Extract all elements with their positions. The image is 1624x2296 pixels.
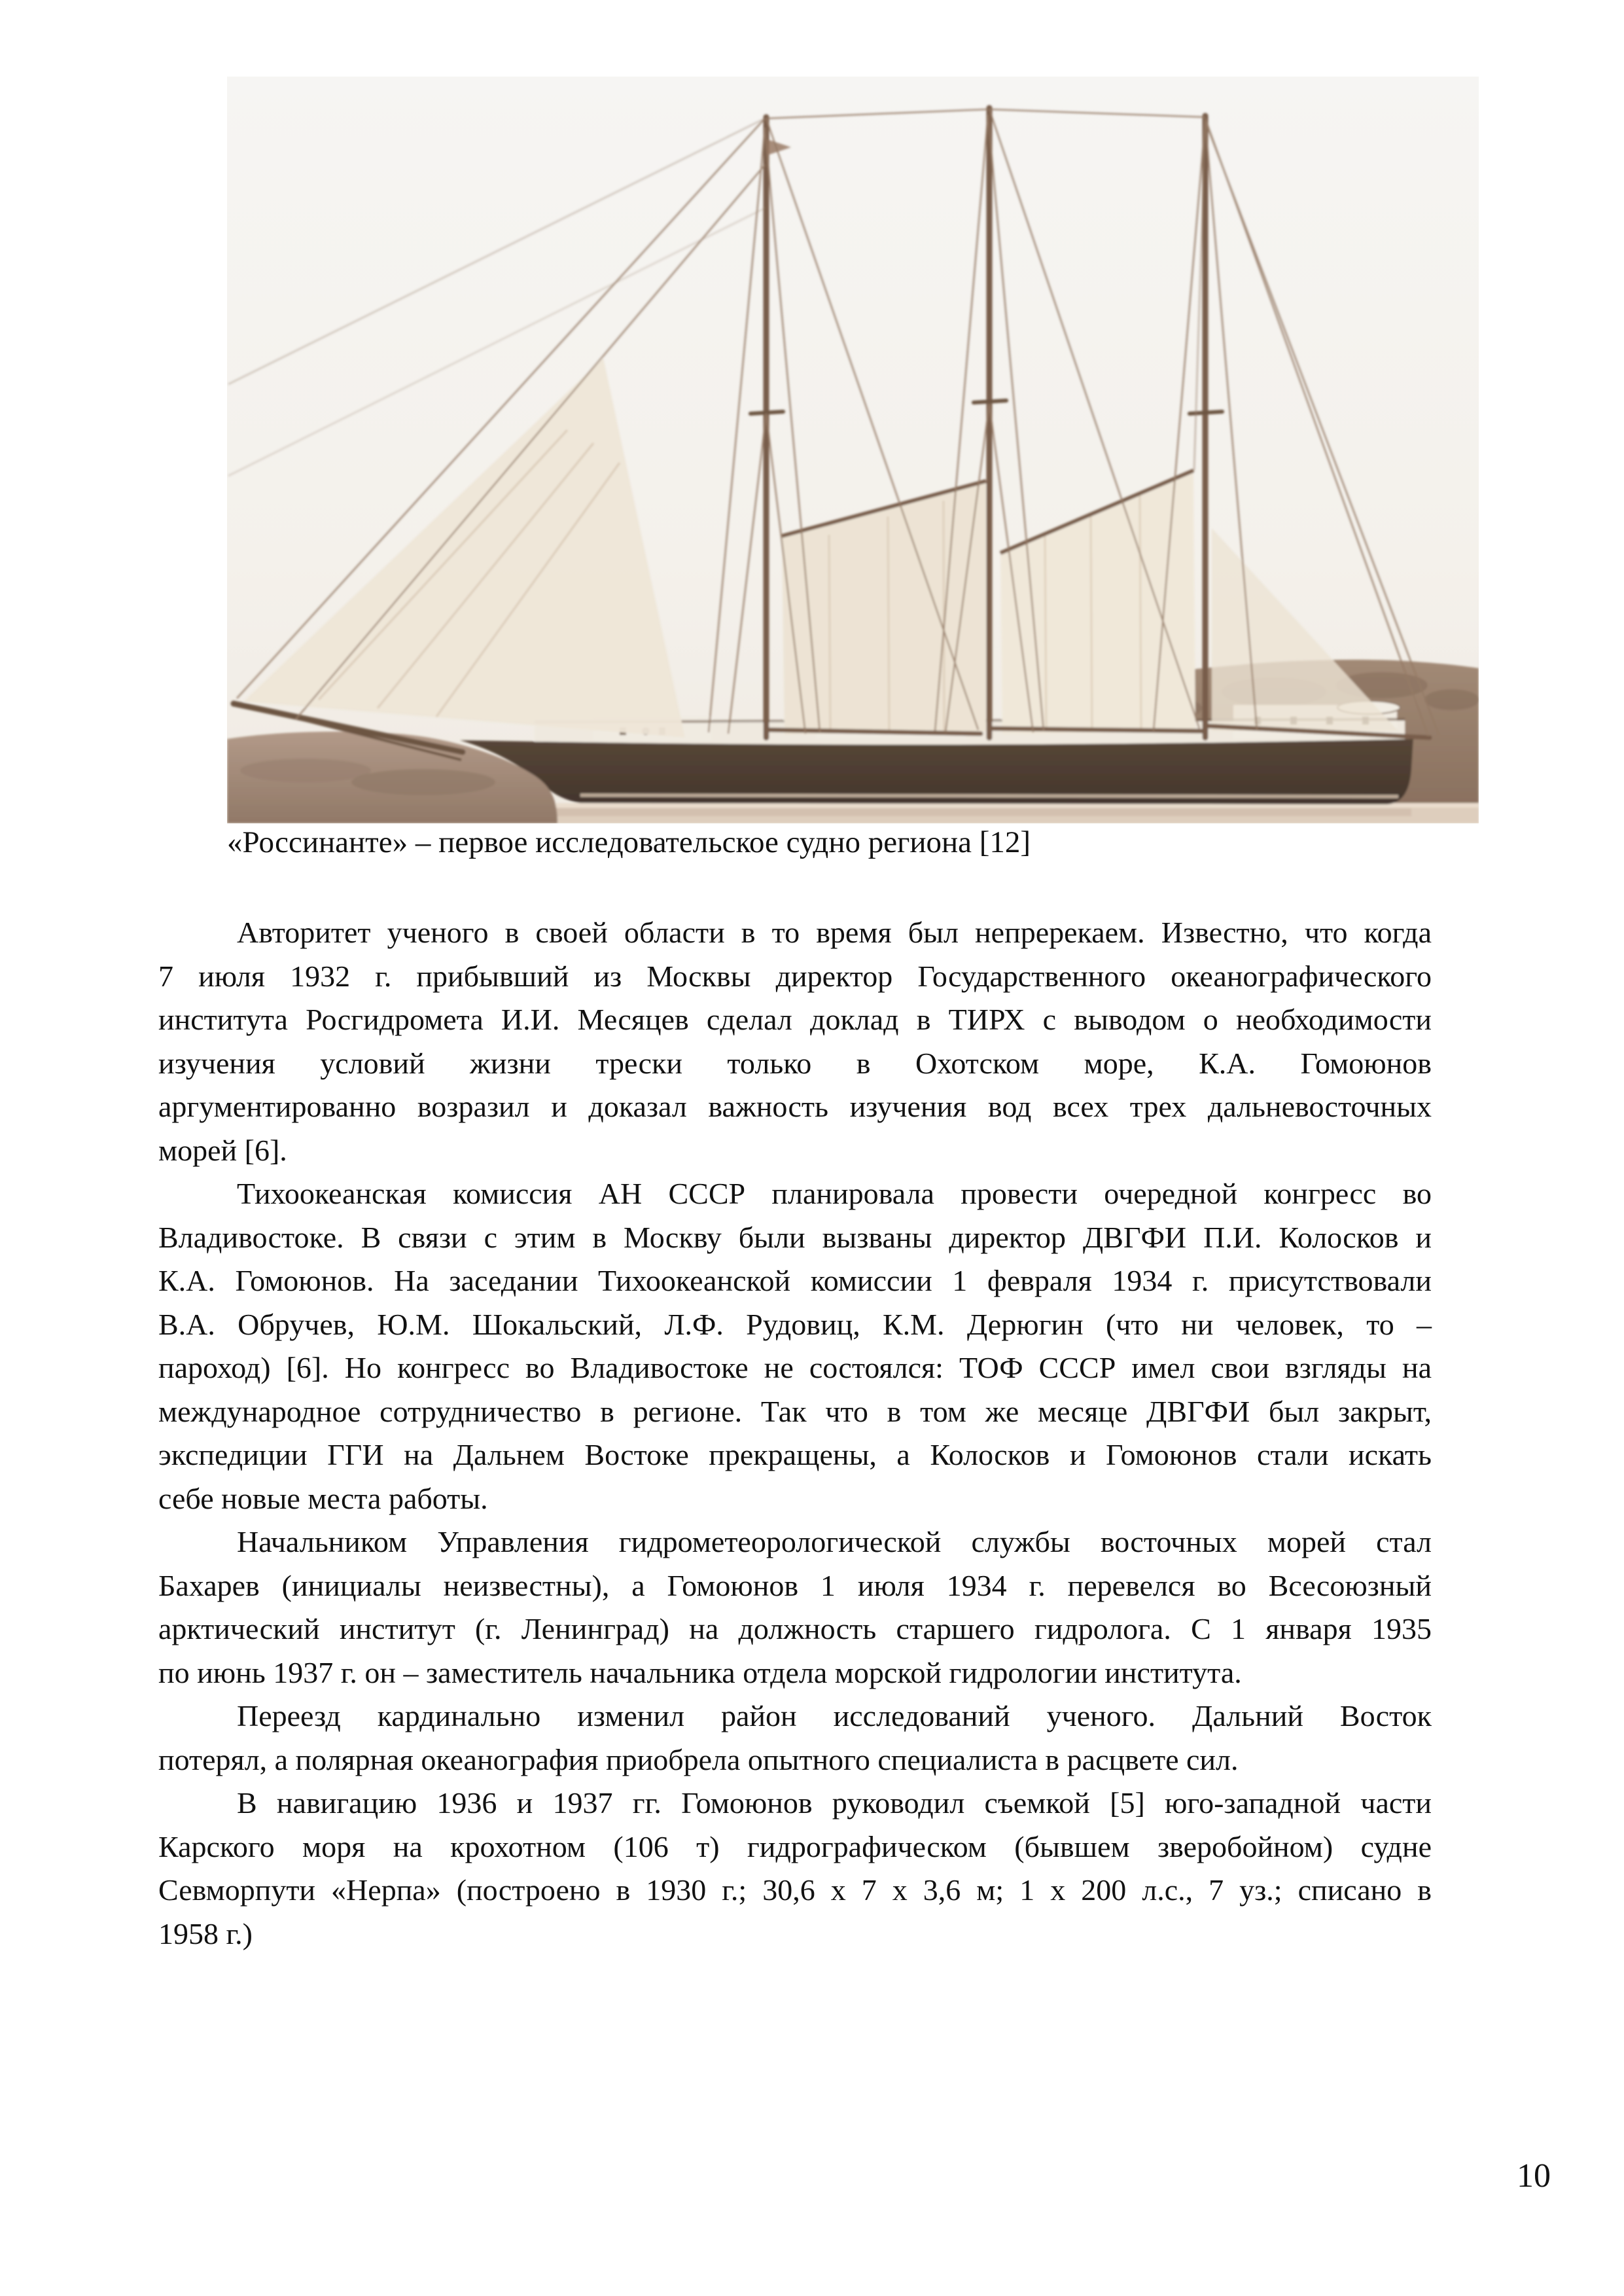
paragraph: [158, 1695, 1432, 1782]
text-line: аргументированно возразил и доказал важность изучения вод всех трех дальневосточных: [158, 1090, 1432, 1123]
text-line: арктический институт (г. Ленинград) на должность старшего гидролога. С 1 января 1935: [158, 1612, 1432, 1645]
text-line: экспедиции ГГИ на Дальнем Востоке прекращены, а Колосков и Гомоюнов стали искать: [158, 1438, 1432, 1471]
text-line: В навигацию 1936 и 1937 гг. Гомоюнов руководил съемкой [5] юго-западной части: [237, 1786, 1432, 1820]
text-line: Владивостоке. В связи с этим в Москву были вызваны директор ДВГФИ П.И. Колосков и: [158, 1220, 1432, 1254]
text-line: 1958 г.): [158, 1916, 253, 1950]
paragraph: [158, 911, 1432, 1172]
text-line: Авторитет ученого в своей области в то время был непререкаем. Известно, что когда: [237, 916, 1432, 949]
photo-sepia-overlay: [227, 77, 1479, 823]
text-line: К.А. Гомоюнов. На заседании Тихоокеанской комиссии 1 февраля 1934 г. присутствовали: [158, 1264, 1432, 1297]
text-line: В.А. Обручев, Ю.М. Шокальский, Л.Ф. Рудовиц, К.М. Дерюгин (что ни человек, то –: [158, 1307, 1432, 1341]
text-line: пароход) [6]. Но конгресс во Владивостоке не состоялся: ТОФ СССР имел свои взгляды на: [158, 1351, 1432, 1384]
ship-photo: [227, 77, 1479, 823]
ship-photo-canvas: [227, 77, 1479, 823]
text-line: себе новые места работы.: [158, 1481, 488, 1515]
figure-caption: «Россинанте» – первое исследовательское судно региона [12]: [227, 825, 1031, 859]
text-line: Карского моря на крохотном (106 т) гидрографическом (бывшем зверобойном) судне: [158, 1829, 1432, 1863]
text-line: международное сотрудничество в регионе. Так что в том же месяце ДВГФИ был закрыт,: [158, 1394, 1432, 1428]
text-line: Бахарев (инициалы неизвестны), а Гомоюнов 1 июля 1934 г. перевелся во Всесоюзный: [158, 1568, 1432, 1602]
text-line: потерял, а полярная океанография приобрела опытного специалиста в расцвете сил.: [158, 1742, 1239, 1776]
paragraph: [158, 1520, 1432, 1695]
text-line: Начальником Управления гидрометеорологической службы восточных морей стал: [237, 1525, 1432, 1558]
text-line: Тихоокеанская комиссия АН СССР планировала провести очередной конгресс во: [237, 1177, 1432, 1210]
paragraph: [158, 1172, 1432, 1520]
text-line: института Росгидромета И.И. Месяцев сделал доклад в ТИРХ с выводом о необходимости: [158, 1003, 1432, 1036]
text-line: морей [6].: [158, 1133, 287, 1167]
text-line: Переезд кардинально изменил район исследований ученого. Дальний Восток: [237, 1699, 1432, 1732]
text-line: по июнь 1937 г. он – заместитель начальника отдела морской гидрологии института.: [158, 1655, 1242, 1689]
body-text: [158, 911, 1432, 1956]
text-line: изучения условий жизни трески только в Охотском море, К.А. Гомоюнов: [158, 1046, 1432, 1080]
text-line: 7 июля 1932 г. прибывший из Москвы директор Государственного океанографического: [158, 959, 1432, 993]
text-line: Севморпути «Нерпа» (построено в 1930 г.; 30,6 х 7 х 3,6 м; 1 х 200 л.с., 7 уз.; списано в: [158, 1873, 1432, 1907]
page-number: 10: [1517, 2157, 1551, 2195]
paragraph: [158, 1782, 1432, 1956]
